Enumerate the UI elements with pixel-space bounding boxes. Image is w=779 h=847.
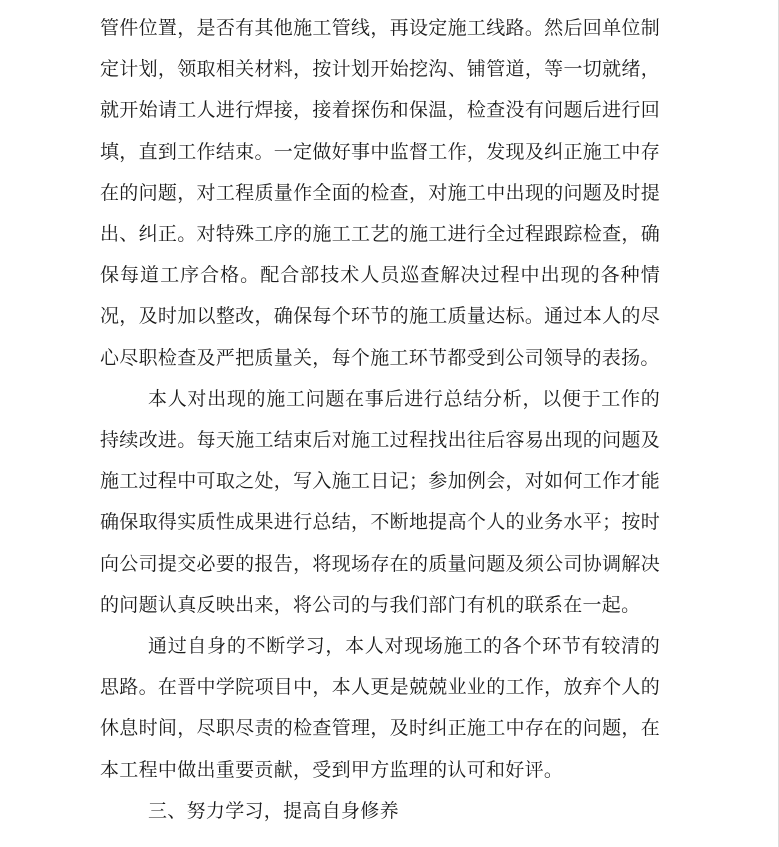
paragraph-2: 本人对出现的施工问题在事后进行总结分析，以便于工作的持续改进。每天施工结束后对施工过程找出往后容易出现的问题及施工过程中可取之处，写入施工日记；参加例会，对如何工作才能确保取得实质性成果进行总结，不断地提高个人的业务水平；按时向公司提交必要的报告，将现场存在的质量问题及须公司协调解决的问题认真反映出来，将公司的与我们部门有机的联系在一起。 (100, 387, 660, 616)
section-heading: 三、努力学习，提高自身修养 (148, 799, 399, 822)
paragraph-1: 管件位置，是否有其他施工管线，再设定施工线路。然后回单位制定计划，领取相关材料，按计划开始挖沟、铺管道，等一切就绪，就开始请工人进行焊接，接着探伤和保温，检查没有问题后进行回填，直到工作结束。一定做好事中监督工作，发现及纠正施工中存在的问题，对工程质量作全面的检查，对施工中出现的问题及时提出、纠正。对特殊工序的施工工艺的施工进行全过程跟踪检查，确保每道工序合格。配合部技术人员巡查解决过程中出现的各种情况，及时加以整改，确保每个环节的施工质量达标。通过本人的尽心尽职检查及严把质量关，每个施工环节都受到公司领导的表扬。 (100, 17, 660, 369)
document-body (100, 8, 660, 832)
paragraph-3: 通过自身的不断学习，本人对现场施工的各个环节有较清的思路。在晋中学院项目中，本人更是兢兢业业的工作，放弃个人的休息时间，尽职尽责的检查管理，及时纠正施工中存在的问题，在本工程中做出重要贡献，受到甲方监理的认可和好评。 (100, 635, 660, 781)
